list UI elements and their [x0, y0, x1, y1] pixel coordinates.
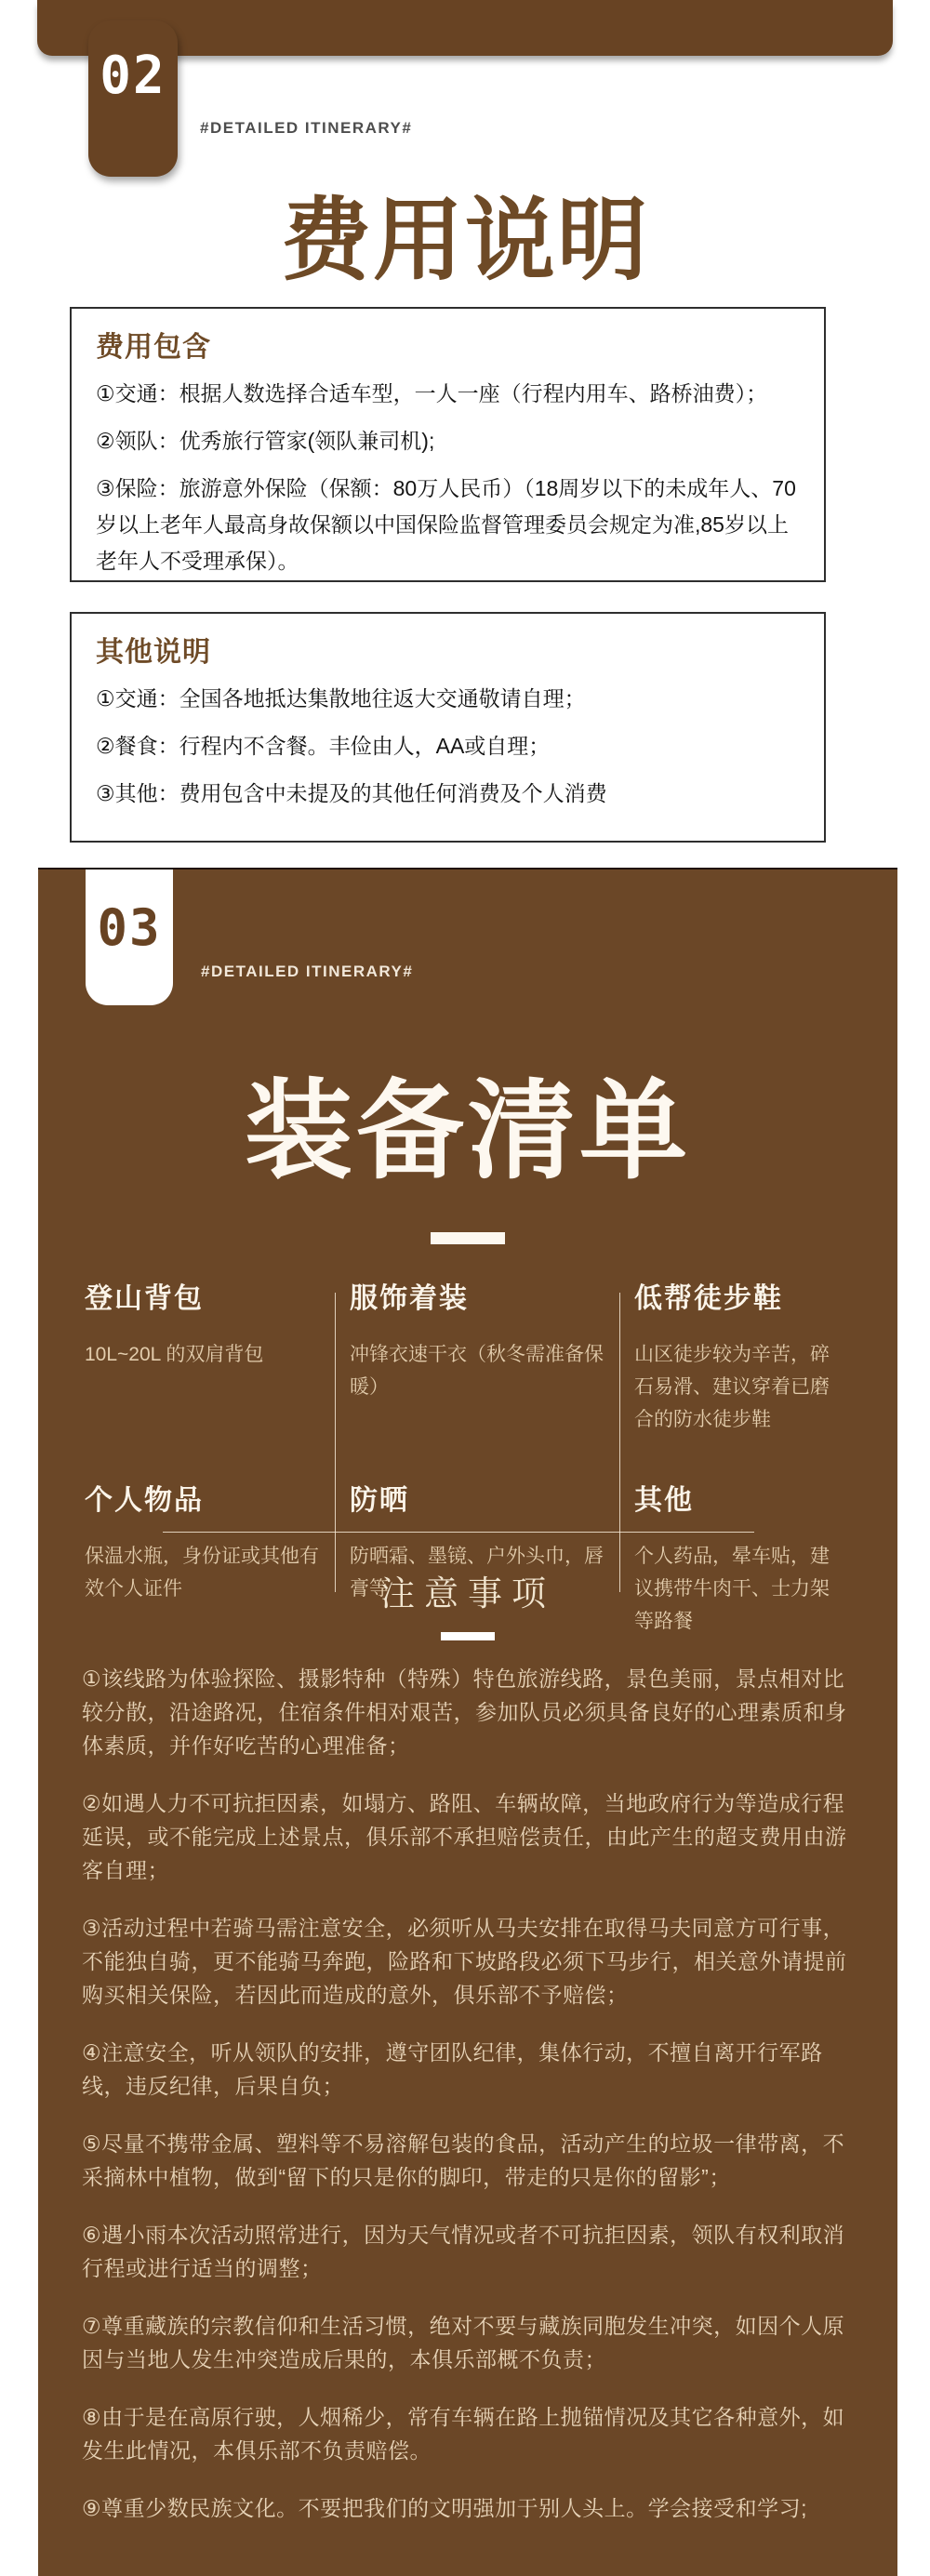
note-item: ③活动过程中若骑马需注意安全，必须听从马夫安排在取得马夫同意方可行事，不能独自骑，更不能骑马奔跑，险路和下坡路段必须下马步行，相关意外请提前购买相关保险，若因此而造成的意外，俱乐部不予赔偿； [82, 1916, 847, 2007]
grid-divider-vertical [619, 1293, 620, 1592]
fees-included-item: ③保险：旅游意外保险（保额：80万人民币）（18周岁以下的未成年人、70岁以上老年人最高身故保额以中国保险监督管理委员会规定为准,85岁以上老年人不受理承保）。 [96, 476, 796, 573]
grid-divider-horizontal [163, 1532, 754, 1533]
section-02-tag: #DETAILED ITINERARY# [200, 119, 413, 137]
note-item: ①该线路为体验探险、摄影特种（特殊）特色旅游线路，景色美丽，景点相对比较分散，沿途路况，住宿条件相对艰苦，参加队员必须具备良好的心理素质和身体素质，并作好吃苦的心理准备； [82, 1666, 847, 1758]
gear-item-other [619, 1462, 857, 1664]
other-notes-item: ②餐食：行程内不含餐。丰俭由人，AA或自理； [96, 734, 551, 758]
grid-divider-vertical [335, 1293, 336, 1592]
fees-included-header: 费用包含 [96, 332, 211, 363]
section-03-number-badge [86, 870, 173, 1005]
section-gear [38, 868, 897, 2576]
gear-item-personal [79, 1462, 335, 1664]
title-underline-dash [431, 1232, 505, 1244]
section-02-number-badge [88, 20, 178, 177]
gear-item-clothing [335, 1260, 619, 1462]
gear-item-desc: 保温水瓶，身份证或其他有效个人证件 [85, 1546, 319, 1600]
section-02-title: 费用说明 [281, 190, 649, 291]
gear-item-backpack [79, 1260, 335, 1462]
other-notes-item: ①交通：全国各地抵达集散地往返大交通敬请自理； [96, 686, 586, 710]
notes-title: 注意事项 [380, 1574, 555, 1613]
note-item: ⑥遇小雨本次活动照常进行，因为天气情况或者不可抗拒因素，领队有权利取消行程或进行适当的调整； [82, 2223, 845, 2280]
gear-item-desc: 冲锋衣速干衣（秋冬需准备保暖） [350, 1344, 604, 1398]
section-03-title: 装备清单 [245, 1070, 691, 1191]
gear-item-name: 其他 [634, 1485, 694, 1516]
gear-item-desc: 山区徒步较为辛苦，碎石易滑、建议穿着已磨合的防水徒步鞋 [634, 1344, 830, 1430]
gear-item-shoes [619, 1260, 857, 1462]
notes-list [82, 1662, 856, 2549]
gear-item-name: 个人物品 [85, 1485, 204, 1516]
other-notes-item: ③其他：费用包含中未提及的其他任何消费及个人消费 [96, 781, 607, 805]
section-02-number: 02 [100, 46, 166, 106]
note-item: ⑦尊重藏族的宗教信仰和生活习惯，绝对不要与藏族同胞发生冲突，如因个人原因与当地人发生冲突造成后果的，本俱乐部概不负责； [82, 2314, 845, 2371]
gear-item-name: 服饰着装 [350, 1283, 469, 1314]
section-03-number: 03 [97, 898, 162, 957]
other-notes-header: 其他说明 [96, 637, 211, 668]
note-item: ⑨尊重少数民族文化。不要把我们的文明强加于别人头上。学会接受和学习; [82, 2496, 808, 2520]
gear-item-name: 防晒 [350, 1485, 409, 1516]
note-item: ⑧由于是在高原行驶，人烟稀少，常有车辆在路上抛锚情况及其它各种意外，如发生此情况，本俱乐部不负责赔偿。 [82, 2405, 845, 2463]
gear-item-name: 登山背包 [85, 1283, 204, 1314]
gear-item-name: 低帮徒步鞋 [634, 1283, 783, 1314]
other-notes-box [70, 612, 826, 843]
fees-included-box [70, 307, 826, 582]
note-item: ②如遇人力不可抗拒因素，如塌方、路阻、车辆故障，当地政府行为等造成行程延误，或不能完成上述景点，俱乐部不承担赔偿责任，由此产生的超支费用由游客自理； [82, 1791, 847, 1882]
note-item: ⑤尽量不携带金属、塑料等不易溶解包装的食品，活动产生的垃圾一律带离，不采摘林中植物，做到“留下的只是你的脚印，带走的只是你的留影”； [82, 2131, 845, 2189]
notes-title-underline [441, 1632, 495, 1640]
fees-included-item: ①交通：根据人数选择合适车型，一人一座（行程内用车、路桥油费）； [96, 381, 768, 405]
gear-item-desc: 10L~20L 的双肩背包 [85, 1344, 264, 1365]
gear-item-desc: 个人药品，晕车贴，建议携带牛肉干、士力架等路餐 [634, 1546, 830, 1632]
gear-item-desc: 防晒霜、墨镜、户外头巾，唇膏等 [350, 1546, 604, 1600]
fees-included-item: ②领队：优秀旅行管家(领队兼司机); [96, 429, 435, 453]
note-item: ④注意安全，听从领队的安排，遵守团队纪律，集体行动，不擅自离开行军路线，违反纪律，后果自负； [82, 2040, 823, 2098]
section-03-tag: #DETAILED ITINERARY# [201, 963, 414, 980]
